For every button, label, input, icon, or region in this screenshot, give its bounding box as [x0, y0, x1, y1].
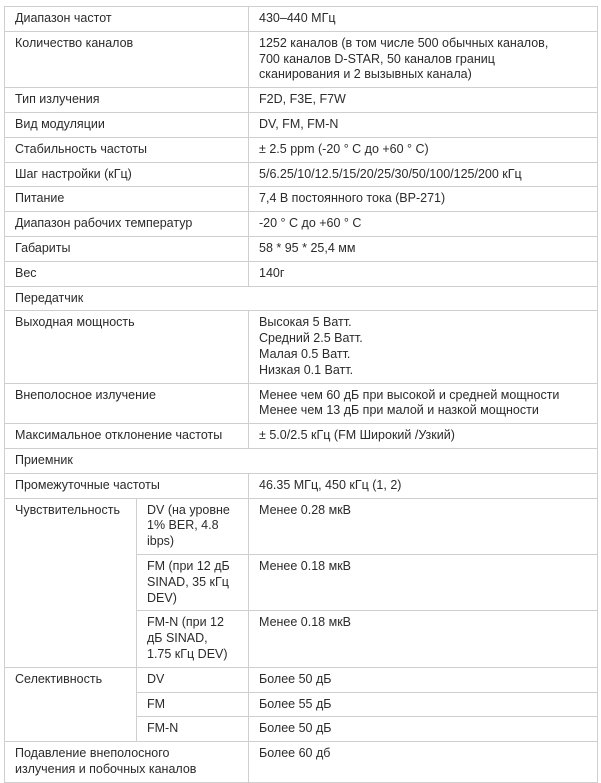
spec-mode-line: 1.75 кГц DEV) — [147, 646, 228, 661]
spec-value: 7,4 В постоянного тока (BP-271) — [249, 187, 598, 212]
spec-mode: DV — [137, 667, 249, 692]
spec-value-line: сканирования и 2 вызывных канала) — [259, 67, 472, 82]
spec-mode-line: FM (при 12 дБ — [147, 558, 230, 573]
spec-label-line: Подавление внеполосного — [15, 746, 170, 761]
table-row — [5, 212, 598, 237]
spec-value-line: 1252 каналов (в том числе 500 обычных каналов, — [259, 35, 549, 50]
table-row — [5, 187, 598, 212]
table-row — [5, 236, 598, 261]
spec-mode-line: ibps) — [147, 534, 175, 549]
spec-label: Количество каналов — [5, 31, 249, 87]
spec-label: Чувствительность — [5, 498, 137, 667]
spec-label: Селективность — [5, 667, 137, 741]
spec-label: Внеполосное излучение — [5, 383, 249, 424]
spec-value-line: Малая 0.5 Ватт. — [259, 346, 351, 361]
table-row — [5, 667, 598, 692]
table-row — [5, 112, 598, 137]
spec-mode-line: DV (на уровне — [147, 502, 230, 517]
receiver-section-title: Приемник — [5, 448, 598, 473]
table-row — [5, 88, 598, 113]
table-row — [5, 162, 598, 187]
table-row — [5, 311, 598, 383]
spec-value: Менее 0.18 мкВ — [249, 554, 598, 610]
table-row — [5, 261, 598, 286]
spec-value: Более 60 дб — [249, 742, 598, 783]
spec-value: 46.35 МГц, 450 кГц (1, 2) — [249, 473, 598, 498]
spec-value-line: Менее чем 13 дБ при малой и назкой мощности — [259, 403, 539, 418]
spec-mode-line: дБ SINAD, — [147, 631, 208, 646]
spec-label: Максимальное отклонение частоты — [5, 424, 249, 449]
spec-value-line: 700 каналов D-STAR, 50 каналов границ — [259, 51, 495, 66]
spec-value: ± 5.0/2.5 кГц (FM Широкий /Узкий) — [249, 424, 598, 449]
spec-value: DV, FM, FM-N — [249, 112, 598, 137]
spec-mode: FM — [137, 692, 249, 717]
table-row — [5, 383, 598, 424]
spec-mode-line: DEV) — [147, 590, 177, 605]
spec-value-line: Средний 2.5 Ватт. — [259, 331, 363, 346]
specifications-table — [4, 6, 598, 783]
table-row — [5, 498, 598, 554]
spec-value — [249, 31, 598, 87]
spec-value: ± 2.5 ppm (-20 ° C до +60 ° C) — [249, 137, 598, 162]
section-header-row — [5, 448, 598, 473]
spec-value: Более 50 дБ — [249, 717, 598, 742]
spec-value — [249, 383, 598, 424]
spec-label: Выходная мощность — [5, 311, 249, 383]
table-row — [5, 473, 598, 498]
table-row — [5, 742, 598, 783]
spec-label: Промежуточные частоты — [5, 473, 249, 498]
spec-label: Тип излучения — [5, 88, 249, 113]
spec-label-line: излучения и побочных каналов — [15, 761, 197, 776]
spec-value: 140г — [249, 261, 598, 286]
spec-mode — [137, 611, 249, 667]
spec-mode-line: FM-N (при 12 — [147, 615, 224, 630]
spec-mode — [137, 554, 249, 610]
table-row — [5, 424, 598, 449]
spec-label: Вес — [5, 261, 249, 286]
spec-value-line: Менее чем 60 дБ при высокой и средней мощности — [259, 387, 560, 402]
spec-value: F2D, F3E, F7W — [249, 88, 598, 113]
spec-label: Габариты — [5, 236, 249, 261]
spec-value: 430–440 МГц — [249, 7, 598, 32]
spec-mode-line: SINAD, 35 кГц — [147, 574, 229, 589]
spec-label: Диапазон рабочих температур — [5, 212, 249, 237]
spec-label: Питание — [5, 187, 249, 212]
spec-label — [5, 742, 249, 783]
spec-value: -20 ° C до +60 ° C — [249, 212, 598, 237]
spec-value: Более 50 дБ — [249, 667, 598, 692]
spec-value: Менее 0.28 мкВ — [249, 498, 598, 554]
spec-mode — [137, 498, 249, 554]
spec-label: Стабильность частоты — [5, 137, 249, 162]
spec-label: Вид модуляции — [5, 112, 249, 137]
spec-label: Диапазон частот — [5, 7, 249, 32]
table-row — [5, 7, 598, 32]
spec-label: Шаг настройки (кГц) — [5, 162, 249, 187]
spec-value: 58 * 95 * 25,4 мм — [249, 236, 598, 261]
table-row — [5, 31, 598, 87]
spec-mode-line: 1% BER, 4.8 — [147, 518, 219, 533]
spec-value — [249, 311, 598, 383]
transmitter-section-title: Передатчик — [5, 286, 598, 311]
spec-value: Менее 0.18 мкВ — [249, 611, 598, 667]
spec-value-line: Низкая 0.1 Ватт. — [259, 362, 354, 377]
table-row — [5, 137, 598, 162]
spec-value: Более 55 дБ — [249, 692, 598, 717]
spec-value-line: Высокая 5 Ватт. — [259, 315, 352, 330]
section-header-row — [5, 286, 598, 311]
spec-value: 5/6.25/10/12.5/15/20/25/30/50/100/125/200 кГц — [249, 162, 598, 187]
spec-mode: FM-N — [137, 717, 249, 742]
